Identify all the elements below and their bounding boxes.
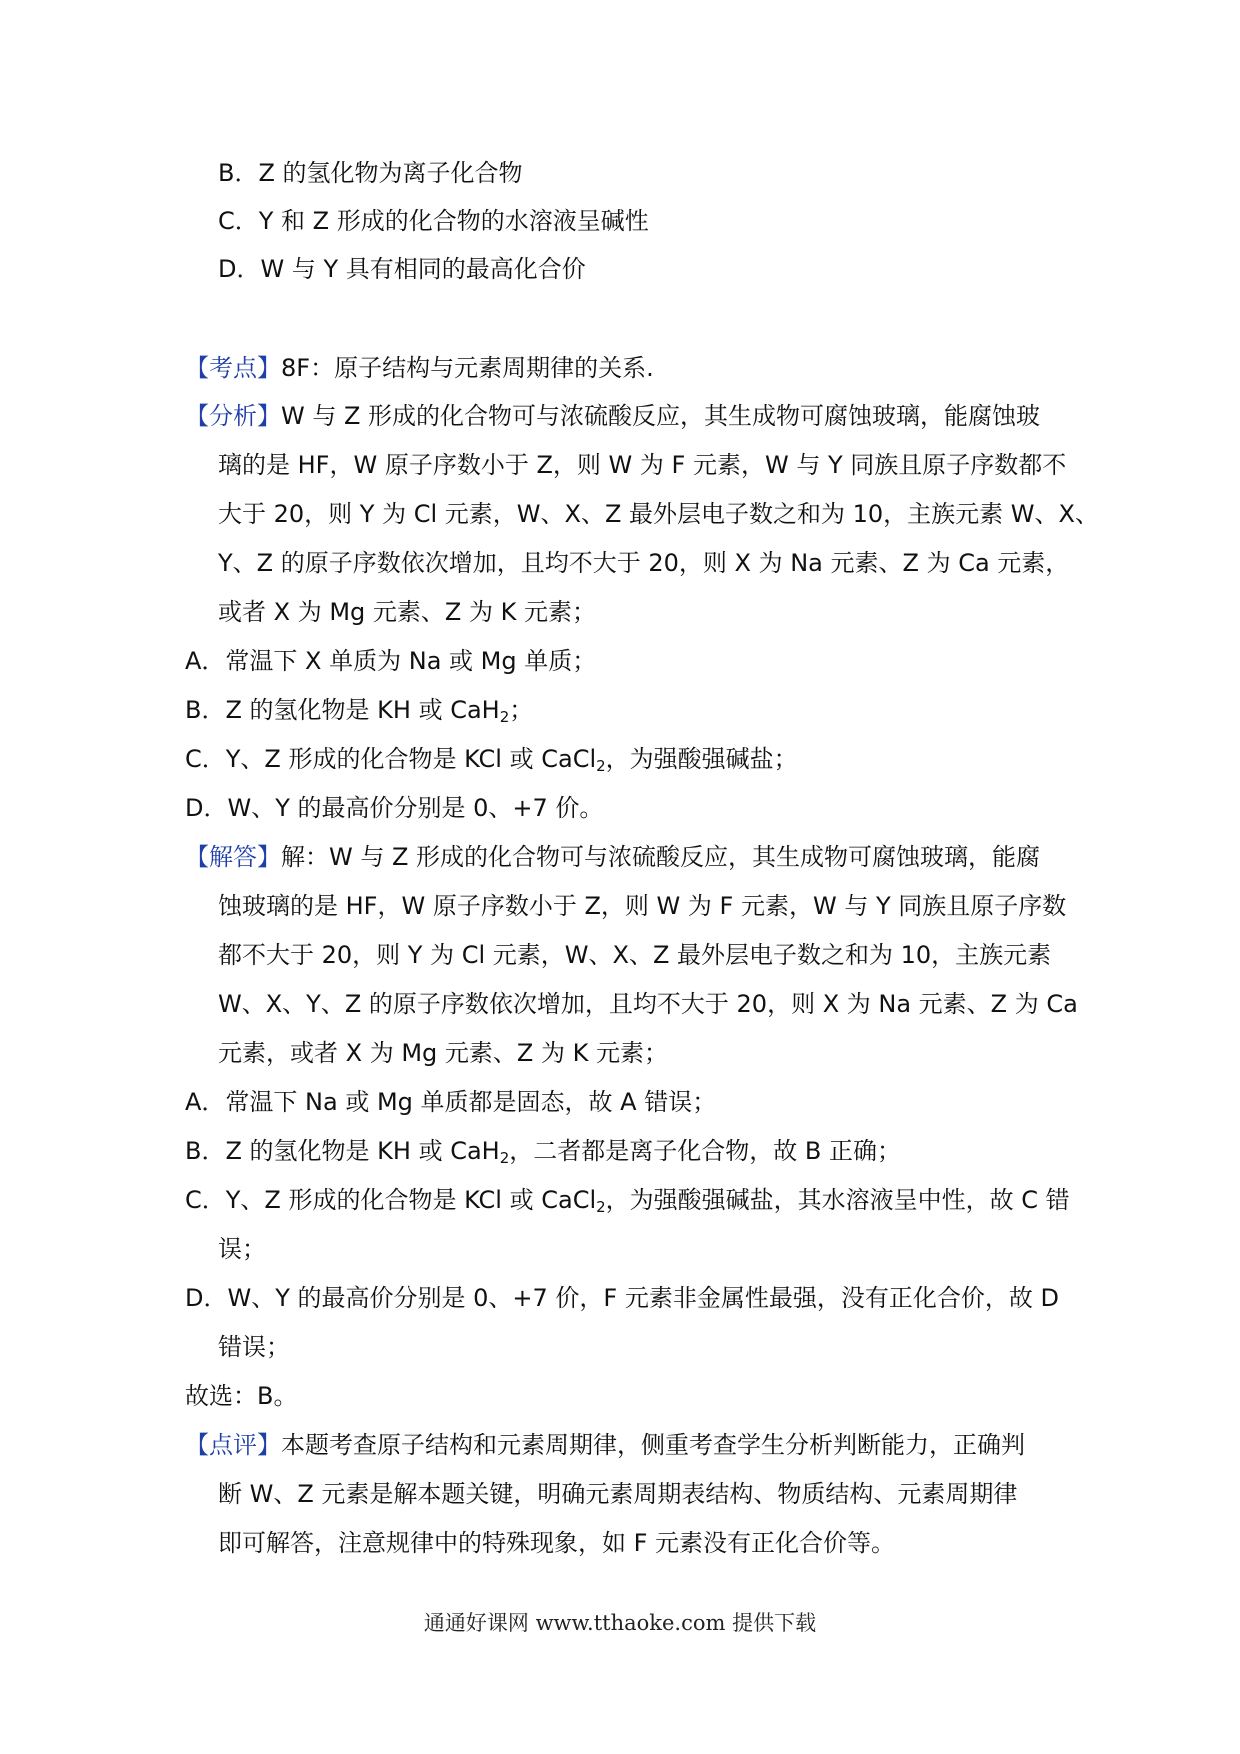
fenxi-c-end: ，为强酸强碱盐；: [605, 745, 798, 773]
open-bracket: 【: [185, 843, 209, 871]
fenxi-option-c: [185, 743, 798, 775]
fenxi-line-3: 大于 20，则 Y 为 Cl 元素，W、X、Z 最外层电子数之和为 10，主族元素 W、X、: [218, 500, 1099, 528]
answer-line: 故选：B。: [185, 1382, 298, 1410]
dianping-tag: 点评: [209, 1431, 257, 1459]
option-d: D．W 与 Y 具有相同的最高化合价: [218, 255, 586, 283]
jieda-tag: 解答: [209, 843, 257, 871]
jieda-option-c: [185, 1184, 1070, 1216]
dianping-text: 本题考查原子结构和元素周期律，侧重考查学生分析判断能力，正确判: [281, 1431, 1025, 1459]
fenxi-option-d: D．W、Y 的最高价分别是 0、+7 价。: [185, 794, 604, 822]
jieda-line-3: 都不大于 20，则 Y 为 Cl 元素，W、X、Z 最外层电子数之和为 10，主族元素: [218, 941, 1052, 969]
close-bracket: 】: [257, 843, 281, 871]
jieda-c-text: C．Y、Z 形成的化合物是 KCl 或 CaCl: [185, 1186, 597, 1214]
fenxi-b-text: B．Z 的氢化物是 KH 或 CaH: [185, 696, 500, 724]
fenxi-line-5: 或者 X 为 Mg 元素、Z 为 K 元素；: [218, 598, 596, 626]
fenxi-tag: 分析: [209, 402, 257, 430]
footer-credit: 通通好课网 www.tthaoke.com 提供下载: [423, 1611, 817, 1635]
option-c: C．Y 和 Z 形成的化合物的水溶液呈碱性: [218, 207, 649, 235]
close-bracket: 】: [257, 402, 281, 430]
jieda-line-2: 蚀玻璃的是 HF，W 原子序数小于 Z，则 W 为 F 元素，W 与 Y 同族且原子序数: [218, 892, 1067, 920]
dianping-line-3: 即可解答，注意规律中的特殊现象，如 F 元素没有正化合价等。: [218, 1529, 896, 1557]
subscript: 2: [499, 708, 510, 726]
fenxi-c-text: C．Y、Z 形成的化合物是 KCl 或 CaCl: [185, 745, 597, 773]
jieda-option-d: D．W、Y 的最高价分别是 0、+7 价，F 元素非金属性最强，没有正化合价，故 D: [185, 1284, 1059, 1312]
fenxi-text: W 与 Z 形成的化合物可与浓硫酸反应，其生成物可腐蚀玻璃，能腐蚀玻: [281, 402, 1041, 430]
kaodian-section: [185, 352, 654, 384]
kaodian-text: 8F：原子结构与元素周期律的关系.: [281, 354, 654, 382]
open-bracket: 【: [185, 354, 209, 382]
dianping-line-1: [185, 1429, 1025, 1461]
jieda-option-a: A．常温下 Na 或 Mg 单质都是固态，故 A 错误；: [185, 1088, 717, 1116]
jieda-option-b: [185, 1135, 901, 1167]
kaodian-tag: 考点: [209, 354, 257, 382]
open-bracket: 【: [185, 402, 209, 430]
close-bracket: 】: [257, 354, 281, 382]
jieda-b-end: ，二者都是离子化合物，故 B 正确；: [509, 1137, 901, 1165]
jieda-line-1: [185, 841, 1040, 873]
fenxi-line-1: [185, 400, 1040, 432]
fenxi-line-4: Y、Z 的原子序数依次增加，且均不大于 20，则 X 为 Na 元素、Z 为 Ca 元素，: [218, 549, 1070, 577]
subscript: 2: [596, 757, 606, 775]
jieda-option-d-cont: 错误；: [218, 1333, 290, 1361]
option-b: B．Z 的氢化物为离子化合物: [218, 159, 523, 187]
jieda-line-5: 元素，或者 X 为 Mg 元素、Z 为 K 元素；: [218, 1039, 668, 1067]
fenxi-b-end: ；: [509, 696, 534, 724]
jieda-option-c-cont: 误；: [218, 1235, 266, 1263]
jieda-b-text: B．Z 的氢化物是 KH 或 CaH: [185, 1137, 500, 1165]
fenxi-option-b: [185, 694, 533, 726]
jieda-c-end: ，为强酸强碱盐，其水溶液呈中性，故 C 错: [605, 1186, 1070, 1214]
dianping-line-2: 断 W、Z 元素是解本题关键，明确元素周期表结构、物质结构、元素周期律: [218, 1480, 1018, 1508]
fenxi-option-a: A．常温下 X 单质为 Na 或 Mg 单质；: [185, 647, 597, 675]
subscript: 2: [596, 1198, 606, 1216]
close-bracket: 】: [257, 1431, 281, 1459]
jieda-text: 解：W 与 Z 形成的化合物可与浓硫酸反应，其生成物可腐蚀玻璃，能腐: [281, 843, 1041, 871]
jieda-line-4: W、X、Y、Z 的原子序数依次增加，且均不大于 20，则 X 为 Na 元素、Z 为 Ca: [218, 990, 1078, 1018]
open-bracket: 【: [185, 1431, 209, 1459]
fenxi-line-2: 璃的是 HF，W 原子序数小于 Z，则 W 为 F 元素，W 与 Y 同族且原子序数都不: [218, 451, 1067, 479]
subscript: 2: [499, 1149, 510, 1167]
